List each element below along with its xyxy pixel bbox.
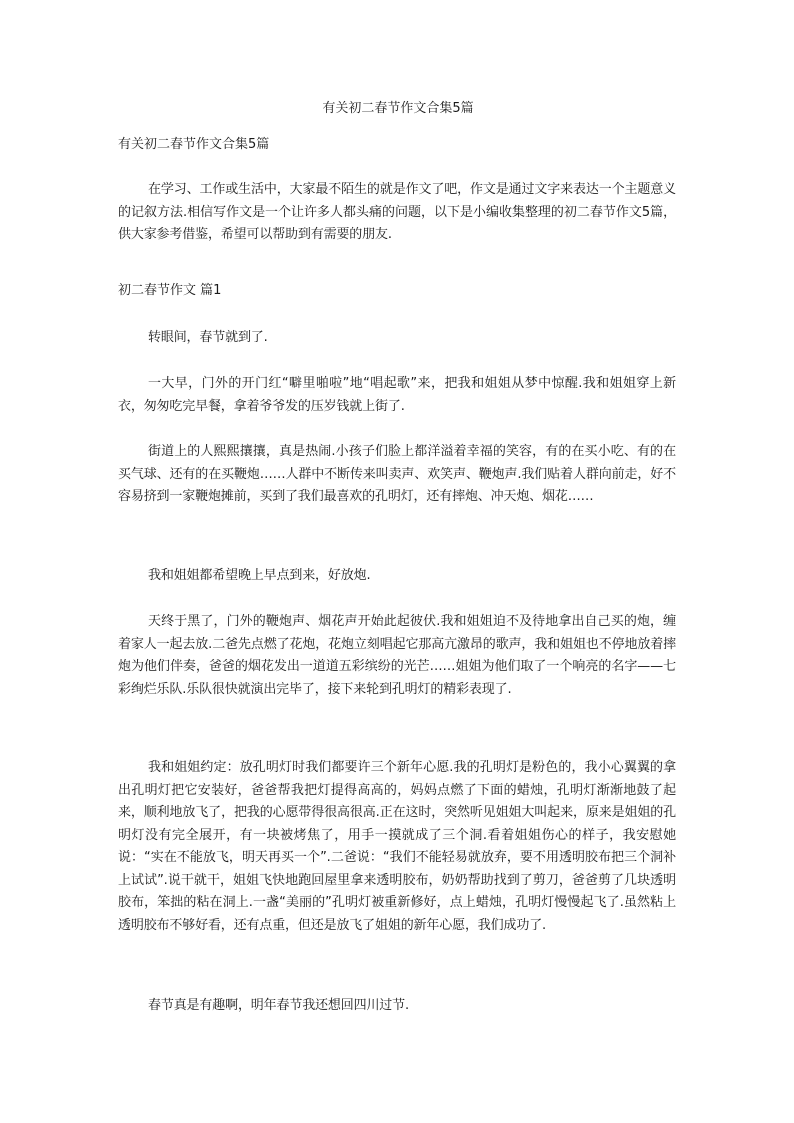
section-heading: 初二春节作文 篇1 — [118, 283, 222, 298]
body-paragraph-5: 天终于黑了，门外的鞭炮声、烟花声开始此起彼伏.我和姐姐迫不及待地拿出自己买的炮，缠着家人一起去放.二爸先点燃了花炮，花炮立刻唱起它那高亢激昂的歌声，我和姐姐也不停地放着摔炮为他们伴奏，爸爸的烟花发出一道道五彩缤纷的光芒……姐姐为他们取了一个响亮的名字——七彩绚烂乐队.乐队很快就演出完毕了，接下来轮到孔明灯的精彩表现了. — [118, 614, 676, 697]
body-paragraph-6: 我和姐姐约定：放孔明灯时我们都要许三个新年心愿.我的孔明灯是粉色的，我小心翼翼的拿出孔明灯把它安装好，爸爸帮我把灯提得高高的，妈妈点燃了下面的蜡烛，孔明灯渐渐地鼓了起来，顺利地放飞了，把我的心愿带得很高很高.正在这时，突然听见姐姐大叫起来，原来是姐姐的孔明灯没有完全展开，有一块被烤焦了，用手一摸就成了三个洞.看着姐姐伤心的样子，我安慰她说：“实在不能放飞，明天再买一个”.二爸说：“我们不能轻易就放弃，要不用透明胶布把三个洞补上试试”.说干就干，姐姐飞快地跑回屋里拿来透明胶布，奶奶帮助找到了剪刀，爸爸剪了几块透明胶布，笨拙的粘在洞上.一盏“美丽的”孔明灯被重新修好，点上蜡烛，孔明灯慢慢起飞了.虽然粘上透明胶布不够好看，还有点重，但还是放飞了姐姐的新年心愿，我们成功了. — [118, 760, 676, 933]
body-paragraph-1: 转眼间，春节就到了. — [148, 330, 268, 345]
body-paragraph-3: 街道上的人熙熙攘攘，真是热闹.小孩子们脸上都洋溢着幸福的笑容，有的在买小吃、有的在买气球、还有的在买鞭炮……人群中不断传来叫卖声、欢笑声、鞭炮声.我们贴着人群向前走，好不容易挤到一家鞭炮摊前，买到了我们最喜欢的孔明灯，还有摔炮、冲天炮、烟花…… — [118, 444, 676, 504]
body-paragraph-2: 一大早，门外的开门红“噼里啪啦”地“唱起歌”来，把我和姐姐从梦中惊醒.我和姐姐穿上新衣，匆匆吃完早餐，拿着爷爷发的压岁钱就上街了. — [118, 376, 676, 414]
body-paragraph-7: 春节真是有趣啊，明年春节我还想回四川过节. — [148, 998, 409, 1013]
document-subtitle: 有关初二春节作文合集5篇 — [118, 137, 270, 152]
document-title: 有关初二春节作文合集5篇 — [322, 101, 474, 116]
intro-paragraph: 在学习、工作或生活中，大家最不陌生的就是作文了吧，作文是通过文字来表达一个主题意义的记叙方法.相信写作文是一个让许多人都头痛的问题，以下是小编收集整理的初二春节作文5篇，供大家参考借鉴，希望可以帮助到有需要的朋友. — [118, 182, 676, 242]
body-paragraph-4: 我和姐姐都希望晚上早点到来，好放炮. — [148, 568, 371, 583]
